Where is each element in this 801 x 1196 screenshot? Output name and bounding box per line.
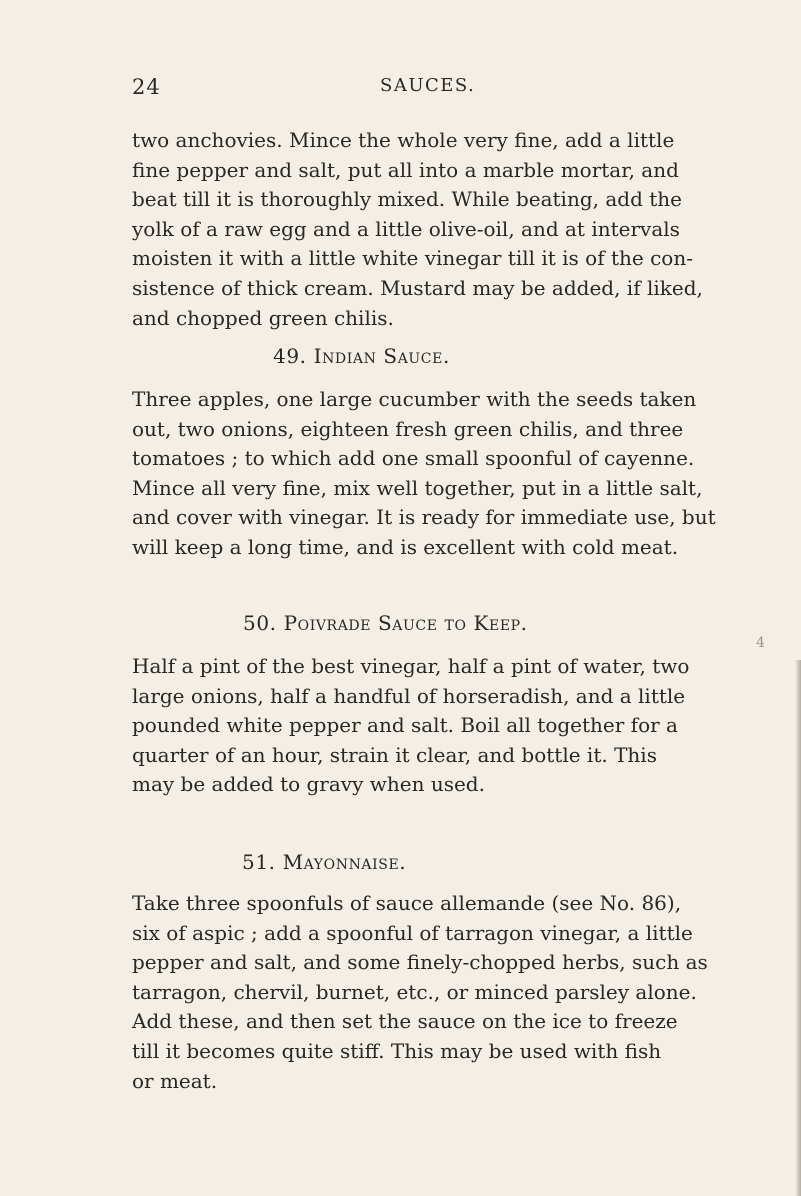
recipe-body-49	[132, 385, 722, 563]
text-line: beat till it is thoroughly mixed. While beating, add the	[132, 187, 682, 212]
text-line: Take three spoonfuls of sauce allemande (see No. 86),	[132, 891, 682, 915]
text-line: till it becomes quite stiff. This may be used with fish	[132, 1038, 662, 1063]
recipe-title: Poivrade Sauce to Keep.	[283, 611, 528, 635]
text-line: two anchovies. Mince the whole very fine, add a little	[132, 128, 675, 152]
text-line: six of aspic ; add a spoonful of tarragon vinegar, a little	[132, 920, 693, 945]
recipe-title: Indian Sauce.	[313, 344, 450, 368]
text-line: yolk of a raw egg and a little olive-oil, and at intervals	[132, 216, 680, 241]
text-line: and cover with vinegar. It is ready for immediate use, but	[132, 505, 716, 530]
recipe-number: 50.	[243, 611, 277, 635]
recipe-heading-50	[243, 611, 528, 635]
text-line: tomatoes ; to which add one small spoonful of cayenne.	[132, 446, 695, 471]
running-head	[132, 75, 722, 105]
text-line: pepper and salt, and some finely-chopped herbs, such as	[132, 950, 708, 975]
page-number: 24	[132, 75, 161, 99]
recipe-number: 49.	[273, 344, 307, 368]
text-line: large onions, half a handful of horseradish, and a little	[132, 683, 686, 708]
text-line: out, two onions, eighteen fresh green chilis, and three	[132, 416, 684, 441]
text-line: may be added to gravy when used.	[132, 772, 485, 797]
text-line: Add these, and then set the sauce on the ice to freeze	[132, 1009, 678, 1034]
recipe-number: 51.	[242, 850, 276, 874]
text-line: or meat.	[132, 1068, 218, 1093]
text-line: tarragon, chervil, burnet, etc., or minced parsley alone.	[132, 979, 697, 1004]
recipe-heading-51	[242, 850, 406, 874]
text-line: pounded white pepper and salt. Boil all together for a	[132, 713, 678, 738]
text-line: will keep a long time, and is excellent with cold meat.	[132, 534, 679, 559]
text-line: moisten it with a little white vinegar till it is of the con-	[132, 246, 693, 271]
text-line: Three apples, one large cucumber with the seeds taken	[132, 387, 697, 411]
running-head-title: SAUCES.	[380, 75, 476, 96]
margin-mark: 4	[756, 635, 765, 651]
recipe-body-51	[132, 889, 722, 1096]
recipe-title: Mayonnaise.	[282, 850, 407, 874]
text-line: and chopped green chilis.	[132, 305, 394, 330]
text-line: sistence of thick cream. Mustard may be added, if liked,	[132, 275, 703, 300]
text-line: fine pepper and salt, put all into a marble mortar, and	[132, 157, 679, 182]
recipe-heading-49	[273, 344, 450, 368]
text-line: quarter of an hour, strain it clear, and bottle it. This	[132, 742, 657, 767]
page-edge-shadow	[795, 660, 801, 1196]
text-line: Mince all very fine, mix well together, put in a little salt,	[132, 475, 703, 500]
text-line: Half a pint of the best vinegar, half a pint of water, two	[132, 654, 690, 678]
intro-paragraph	[132, 126, 722, 333]
recipe-body-50	[132, 652, 722, 800]
